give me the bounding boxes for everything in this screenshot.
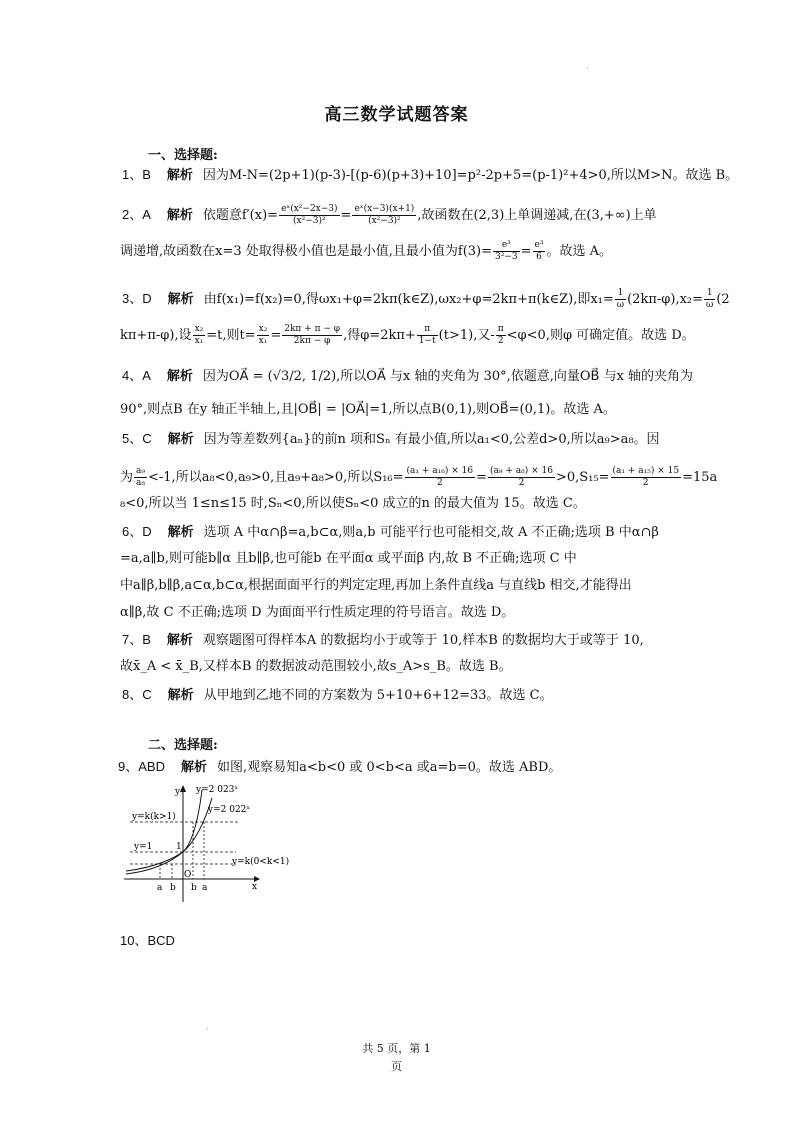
analysis-tag: 解析: [166, 369, 193, 384]
analysis-tag: 解析: [167, 432, 194, 447]
y-axis-arrow: [180, 785, 186, 792]
section-heading-1: 一、选择题:: [148, 148, 218, 163]
y-axis-label: y: [175, 787, 181, 797]
answer-7-cont: 故x̄_A < x̄_B,又样本B 的数据波动范围较小,故s_A>s_B。故选 B。: [120, 659, 512, 674]
analysis-tag: 解析: [166, 168, 193, 183]
answer-2-cont: 调递增,故函数在x=3 处取得极小值也是最小值,且最小值为f(3)= $\frac{\text{e³}}{\text{3²−3}}$ = $\frac{\text{e³}}{6}$ 。故选 A。: [120, 240, 612, 262]
answer-4: 4、A 解析 因为OA⃗ = (√3/2, 1/2),所以OA⃗ 与x 轴的夹角为 30°,依题意,向量OB⃗ 与x 轴的夹角为: [122, 368, 694, 384]
fraction: $\frac{\text{eˣ(x−3)(x+1)}}{\text{(x²−3)²}}$: [354, 204, 415, 226]
answer-7: 7、B 解析 观察题图可得样本A 的数据均小于或等于 10,样本B 的数据均大于或等于 10,: [122, 632, 644, 648]
tick-a-right: a: [202, 883, 208, 893]
answer-5-cont: 为 $\frac{\text{a₉}}{\text{a₈}}$ <-1,所以a₈<0,a₉>0,且a₉+a₈>0,所以S₁₆= $\frac{\text{(a₁ + a₁₆) × 16}}{2}$ = $\frac{\text{(a₉ + a₈) × 16}}{2}$ >0,S₁₅= $\frac{\text{(a₁ + a₁₅) × 15}}{2}$ =15a: [120, 466, 718, 488]
answer-number: 5、C: [122, 431, 152, 446]
answer-6-cont: =a,a∥b,则可能b∥α 且b∥β,也可能b 在平面α 或平面β 内,故 B 不正确;选项 C 中: [120, 551, 577, 566]
curve-label-2023: y=2 023ˣ: [196, 785, 239, 795]
answer-number: 8、C: [122, 687, 152, 702]
curve-label-2022: y=2 022ˣ: [208, 805, 251, 815]
page-footer-line2: 页: [391, 1060, 402, 1073]
answer-number: 2、A: [122, 207, 151, 222]
answer-10: [120, 932, 175, 951]
section-heading-2: 二、选择题:: [148, 738, 218, 753]
answer-5: 5、C 解析 因为等差数列{aₙ}的前n 项和Sₙ 有最小值,所以a₁<0,公差d>0,所以a₉>a₈。因: [122, 431, 660, 447]
answer-number: 9、ABD: [118, 759, 165, 774]
top-dot: .: [586, 62, 589, 71]
answer-text: 因为M-N=(2p+1)(p-3)-[(p-6)(p+3)+10]=p²-2p+5=(p-1)²+4>0,所以M>N。故选 B。: [202, 168, 739, 183]
answer-8: 8、C 解析 从甲地到乙地不同的方案数为 5+10+6+12=33。故选 C。: [122, 687, 553, 703]
answer-number: 7、B: [122, 632, 151, 647]
analysis-tag: 解析: [180, 760, 207, 775]
analysis-tag: 解析: [167, 688, 194, 703]
analysis-tag: 解析: [167, 525, 194, 540]
answer-text: 依题意f′(x)=: [202, 208, 279, 223]
answer-6: 6、D 解析 选项 A 中α∩β=a,b⊂α,则a,b 可能平行也可能相交,故 A 不正确;选项 B 中α∩β: [122, 524, 659, 540]
page-title: 高三数学试题答案: [324, 105, 469, 125]
analysis-tag: 解析: [167, 292, 194, 307]
one-label: 1: [176, 842, 182, 852]
answer-1: [122, 166, 738, 185]
fraction: $\frac{\text{e³}}{6}$: [534, 240, 544, 262]
line-label-low: y=k(0<k<1): [232, 857, 290, 867]
answer-6-cont3: α∥β,故 C 不正确;选项 D 为面面平行性质定理的符号语言。故选 D。: [120, 605, 515, 620]
line-label-one: y=1: [134, 842, 153, 852]
fraction: $\frac{\text{e³}}{\text{3²−3}}$: [495, 240, 518, 262]
answer-number: 1、B: [122, 167, 151, 182]
answer-3-cont: kπ+π-φ),设 $\frac{\text{x₂}}{\text{x₁}}$ =t,则t= $\frac{\text{x₂}}{\text{x₁}}$ = $\frac{2k\pi + \pi - \varphi}{2k\pi - \varphi}$ ,得φ=2kπ+ $\frac{\pi}{1-t}$ (t>1),又- $\frac{\pi}{2}$ <φ<0,则φ 可确定值。故选 D。: [120, 324, 695, 346]
analysis-tag: 解析: [166, 208, 193, 223]
answer-2: 2、A 解析 依题意f′(x)= $\frac{\text{eˣ(x²−2x−3)}}{\text{(x²−3)²}}$ = $\frac{\text{eˣ(x−3)(x+1)}}{\text{(x²−3)²}}$ ,故函数在(2,3)上单调递减,在(3,+∞)上单: [122, 204, 657, 226]
tick-a-left: a: [157, 883, 163, 893]
tick-b-left: b: [170, 883, 176, 893]
origin-label: O: [184, 870, 192, 880]
page-footer-line1: 共 5 页，第 1: [362, 1042, 431, 1055]
line-label-high: y=k(k>1): [132, 812, 176, 822]
answer-4-cont: 90°,则点B 在y 轴正半轴上,且|OB⃗| = |OA⃗|=1,所以点B(0,1),则OB⃗=(0,1)。故选 A。: [120, 402, 616, 417]
tick-b-right: b: [191, 883, 197, 893]
answer-5-cont2: ₈<0,所以当 1≤n≤15 时,Sₙ<0,所以使Sₙ<0 成立的n 的最大值为 15。故选 C。: [120, 496, 586, 511]
answer-number: 4、A: [122, 368, 151, 383]
analysis-tag: 解析: [166, 633, 193, 648]
exponential-graph: [120, 782, 290, 904]
answer-9: 9、ABD 解析 如图,观察易知a<b<0 或 0<b<a 或a=b=0。故选 ABD。: [118, 759, 562, 775]
x-axis-label: x: [252, 882, 258, 892]
answer-6-cont2: 中a∥β,b∥β,a⊂α,b⊂α,根据面面平行的判定定理,再加上条件直线a 与直线b 相交,才能得出: [120, 578, 632, 593]
answer-number: 3、D: [122, 291, 152, 306]
fraction: $\frac{\text{eˣ(x²−2x−3)}}{\text{(x²−3)²}}$: [281, 204, 338, 226]
answer-number: 6、D: [122, 524, 152, 539]
bottom-dot: .: [206, 1022, 209, 1031]
answer-3: 3、D 解析 由f(x₁)=f(x₂)=0,得ωx₁+φ=2kπ(k∈Z),ωx₂+φ=2kπ+π(k∈Z),即x₁= $\frac{1}{\omega}$ (2kπ-φ),x₂= $\frac{1}{\omega}$ (2: [122, 288, 730, 310]
answer-number: 10、BCD: [120, 933, 175, 948]
